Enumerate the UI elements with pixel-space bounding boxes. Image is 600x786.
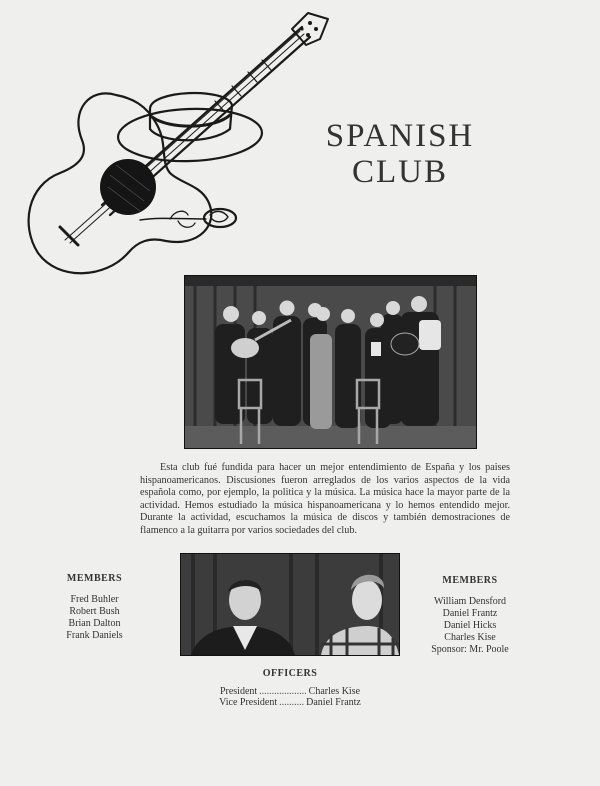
member-name: Robert Bush: [69, 606, 120, 617]
officers-heading: OFFICERS: [262, 668, 318, 679]
title-line-1: SPANISH: [325, 118, 475, 154]
members-list-right: [423, 575, 517, 656]
member-name: Frank Daniels: [66, 630, 123, 641]
members-heading-left: MEMBERS: [66, 573, 123, 584]
leader-dots: ...................: [259, 685, 307, 697]
officer-role: Vice President: [219, 697, 278, 708]
club-description: [140, 462, 510, 538]
members-list-left: [52, 573, 137, 642]
sponsor-name: Sponsor: Mr. Poole: [431, 644, 509, 655]
group-photo: [184, 275, 477, 449]
title-line-2: CLUB: [351, 154, 448, 190]
officer-row-president: [200, 686, 380, 698]
member-name: Daniel Frantz: [442, 608, 498, 619]
officer-role: President: [219, 685, 258, 697]
member-name: Daniel Hicks: [443, 620, 497, 631]
member-name: Fred Buhler: [70, 594, 119, 605]
leader-dots: ..........: [279, 697, 305, 708]
officer-row-vice-president: [200, 697, 380, 709]
members-heading-right: MEMBERS: [442, 575, 498, 586]
member-name: Charles Kise: [444, 632, 496, 643]
officers-photo: [180, 553, 400, 656]
group-photo-image: [185, 276, 476, 448]
officer-name: Charles Kise: [308, 685, 361, 697]
guitar-sombrero-illustration: [10, 5, 330, 290]
officer-name: Daniel Frantz: [306, 697, 361, 708]
officers-section: [200, 668, 380, 709]
description-text: Esta club fué fundida para hacer un mejor entendimiento de España y los paises hispanoamericanos. Discusiones fueron arreglados de los varios aspectos de la vida española como, por ejemplo, la politica y la música. La música hace la mayor parte de la actividad. Hemos estudiado la música hispanoamericana y lo hemos entendido mejor. Durante la actividad, escuchamos la música de discos y también demostraciones de flamenco a la guitarra por varios sociedades del club.: [140, 462, 510, 536]
officers-photo-image: [181, 554, 399, 655]
page-title: [300, 118, 500, 190]
member-name: William Densford: [433, 596, 507, 607]
member-name: Brian Dalton: [68, 618, 121, 629]
